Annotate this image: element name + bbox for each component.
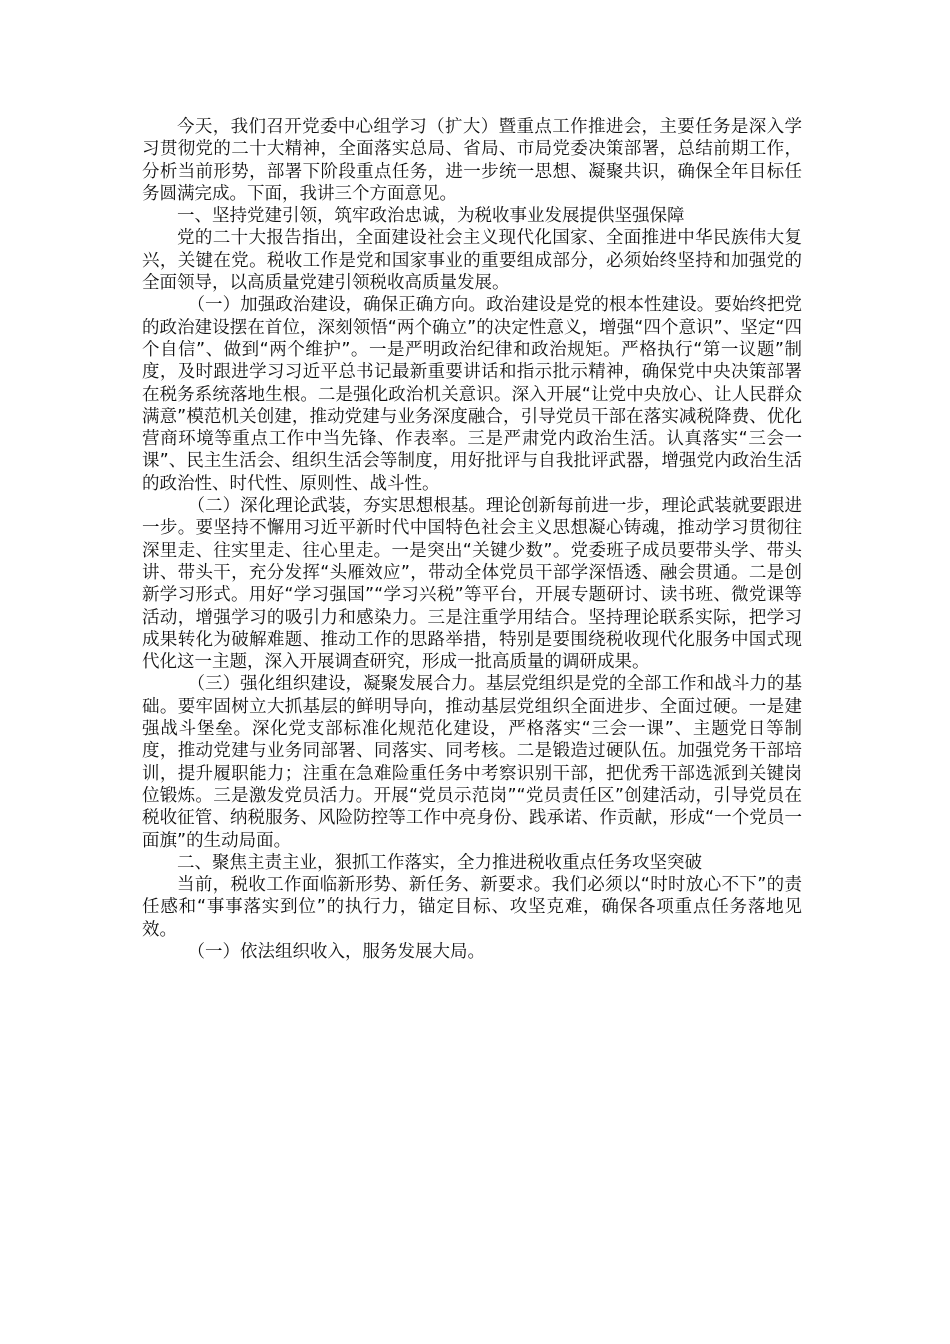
section-heading-2: 二、聚焦主责主业，狠抓工作落实，全力推进税收重点任务攻坚突破 bbox=[177, 852, 702, 873]
document-body bbox=[142, 116, 802, 963]
section-2-intro-paragraph: 当前，税收工作面临新形势、新任务、新要求。我们必须以“时时放心不下”的责任感和“事事落实到位”的执行力，锚定目标、攻坚克难，确保各项重点任务落地见效。 bbox=[142, 875, 802, 940]
intro-paragraph: 今天，我们召开党委中心组学习（扩大）暨重点工作推进会，主要任务是深入学习贯彻党的二十大精神，全面落实总局、省局、市局党委决策部署，总结前期工作，分析当前形势，部署下阶段重点任务，进一步统一思想、凝聚共识，确保全年目标任务圆满完成。下面，我讲三个方面意见。 bbox=[142, 117, 802, 204]
section-1-subsection-2: （二）深化理论武装，夯实思想根基。理论创新每前进一步，理论武装就要跟进一步。要坚持不懈用习近平新时代中国特色社会主义思想凝心铸魂，推动学习贯彻往深里走、往实里走、往心里走。一是突出“关键少数”。党委班子成员要带头学、带头讲、带头干，充分发挥“头雁效应”，带动全体党员干部学深悟透、融会贯通。二是创新学习形式。用好“学习强国”“学习兴税”等平台，开展专题研讨、读书班、微党课等活动，增强学习的吸引力和感染力。三是注重学用结合。坚持理论联系实际，把学习成果转化为破解难题、推动工作的思路举措，特别是要围绕税收现代化服务中国式现代化这一主题，深入开展调查研究，形成一批高质量的调研成果。 bbox=[142, 496, 802, 673]
section-heading-1: 一、坚持党建引领，筑牢政治忠诚，为税收事业发展提供坚强保障 bbox=[177, 206, 685, 227]
section-1-subsection-1: （一）加强政治建设，确保正确方向。政治建设是党的根本性建设。要始终把党的政治建设摆在首位，深刻领悟“两个确立”的决定性意义，增强“四个意识”、坚定“四个自信”、做到“两个维护”。一是严明政治纪律和政治规矩。严格执行“第一议题”制度，及时跟进学习习近平总书记最新重要讲话和指示批示精神，确保党中央决策部署在税务系统落地生根。二是强化政治机关意识。深入开展“让党中央放心、让人民群众满意”模范机关创建，推动党建与业务深度融合，引导党员干部在落实减税降费、优化营商环境等重点工作中当先锋、作表率。三是严肃党内政治生活。认真落实“三会一课”、民主生活会、组织生活会等制度，用好批评与自我批评武器，增强党内政治生活的政治性、时代性、原则性、战斗性。 bbox=[142, 295, 802, 494]
section-2-subsection-1: （一）依法组织收入，服务发展大局。 bbox=[187, 941, 485, 962]
section-1-subsection-3: （三）强化组织建设，凝聚发展合力。基层党组织是党的全部工作和战斗力的基础。要牢固树立大抓基层的鲜明导向，推动基层党组织全面进步、全面过硬。一是建强战斗堡垒。深化党支部标准化规范化建设，严格落实“三会一课”、主题党日等制度，推动党建与业务同部署、同落实、同考核。二是锻造过硬队伍。加强党务干部培训，提升履职能力；注重在急难险重任务中考察识别干部，把优秀干部选派到关键岗位锻炼。三是激发党员活力。开展“党员示范岗”“党员责任区”创建活动，引导党员在税收征管、纳税服务、风险防控等工作中亮身份、践承诺、作贡献，形成“一个党员一面旗”的生动局面。 bbox=[142, 674, 802, 851]
section-1-intro-paragraph: 党的二十大报告指出，全面建设社会主义现代化国家、全面推进中华民族伟大复兴，关键在党。税收工作是党和国家事业的重要组成部分，必须始终坚持和加强党的全面领导，以高质量党建引领税收高质量发展。 bbox=[142, 228, 802, 294]
